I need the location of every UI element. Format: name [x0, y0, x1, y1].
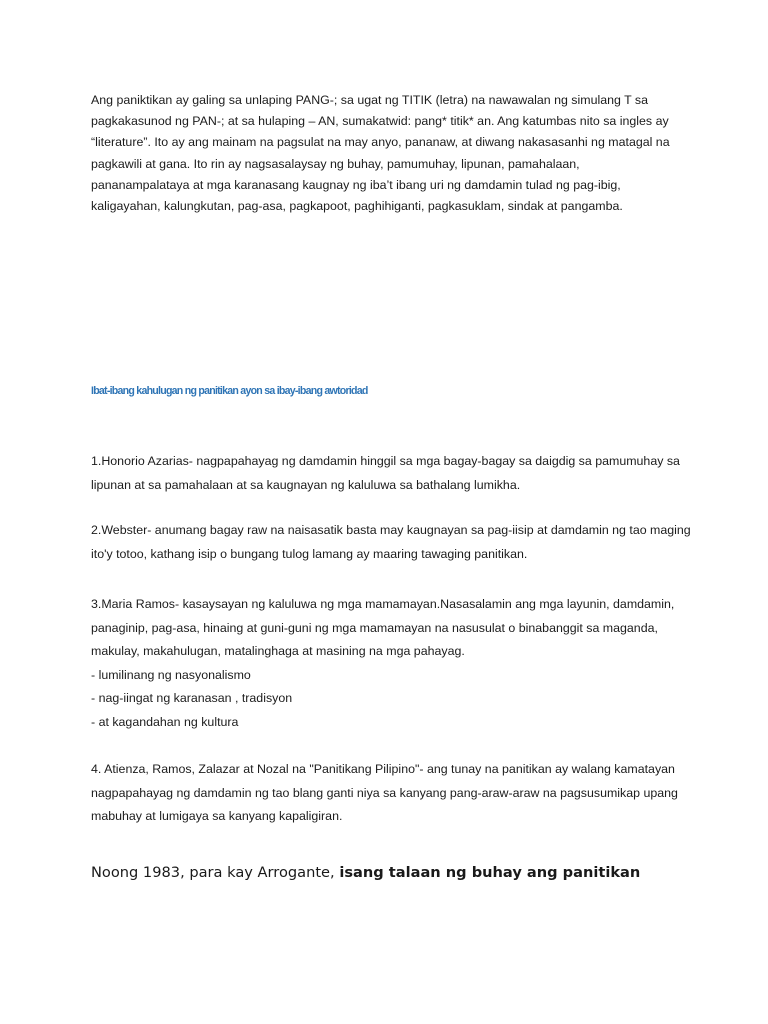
definition-honorio-azarias: 1.Honorio Azarias- nagpapahayag ng damdamin hinggil sa mga bagay-bagay sa daigdig sa pamumuhay sa lipunan at sa pamahalaan at sa kaugnayan ng kaluluwa sa bathalang lumikha. [91, 454, 680, 492]
intro-paragraph: Ang paniktikan ay galing sa unlaping PANG-; sa ugat ng TITIK (letra) na nawawalan ng simulang T sa pagkakasunod ng PAN-; at sa hulaping – AN, sumakatwid: pang* titik* an. Ang katumbas nito sa ingles ay “literature”. Ito ay ang mainam na pagsulat na may anyo, pananaw, at diwang nakasasanhi ng matagal na pagkawili at gana. Ito rin ay nagsasalaysay ng buhay, pamumuhay, lipunan, pamahalaan, pananampalataya at mga karanasang kaugnay ng iba’t ibang uri ng damdamin tulad ng pag-ibig, kaligayahan, kalungkutan, pag-asa, pagkapoot, paghihiganti, pagkasuklam, sindak at pangamba. [91, 93, 670, 214]
list-item: - lumilinang ng nasyonalismo [91, 667, 251, 682]
definition-atienza-ramos-zalazar-nozal: 4. Atienza, Ramos, Zalazar at Nozal na "Panitikang Pilipino"- ang tunay na panitikan ay walang kamatayan nagpapahayag ng damdamin ng tao blang ganti niya sa kanyang pang-araw-araw na pagsusumikap upang mabuhay at lumigaya sa kanyang kapaligiran. [91, 762, 678, 823]
definition-webster: 2.Webster- anumang bagay raw na naisasatik basta may kaugnayan sa pag-iisip at damdamin ng tao maging ito'y totoo, kathang isip o bungang tulog lamang ay maaring tawaging panitikan. [91, 523, 691, 561]
list-item: - at kagandahan ng kultura [91, 714, 239, 729]
definition-maria-ramos-text: 3.Maria Ramos- kasaysayan ng kaluluwa ng mga mamamayan.Nasasalamin ang mga layunin, damdamin, panaginip, pag-asa, hinaing at guni-guni ng mga mamamayan na nasusulat o binabanggit sa maganda, makulay, makahulugan, matalinghaga at masining na mga pahayag. [91, 597, 675, 658]
closing-emphasis-text: isang talaan ng buhay ang panitikan [339, 864, 641, 881]
closing-statement [91, 859, 711, 887]
list-item: - nag-iingat ng karanasan , tradisyon [91, 691, 293, 705]
section-heading: Ibat-ibang kahulugan ng panitikan ayon sa ibay-ibang awtoridad [91, 385, 368, 397]
closing-lead-text: Noong 1983, para kay Arrogante, [91, 864, 340, 881]
definition-maria-ramos [91, 593, 691, 734]
